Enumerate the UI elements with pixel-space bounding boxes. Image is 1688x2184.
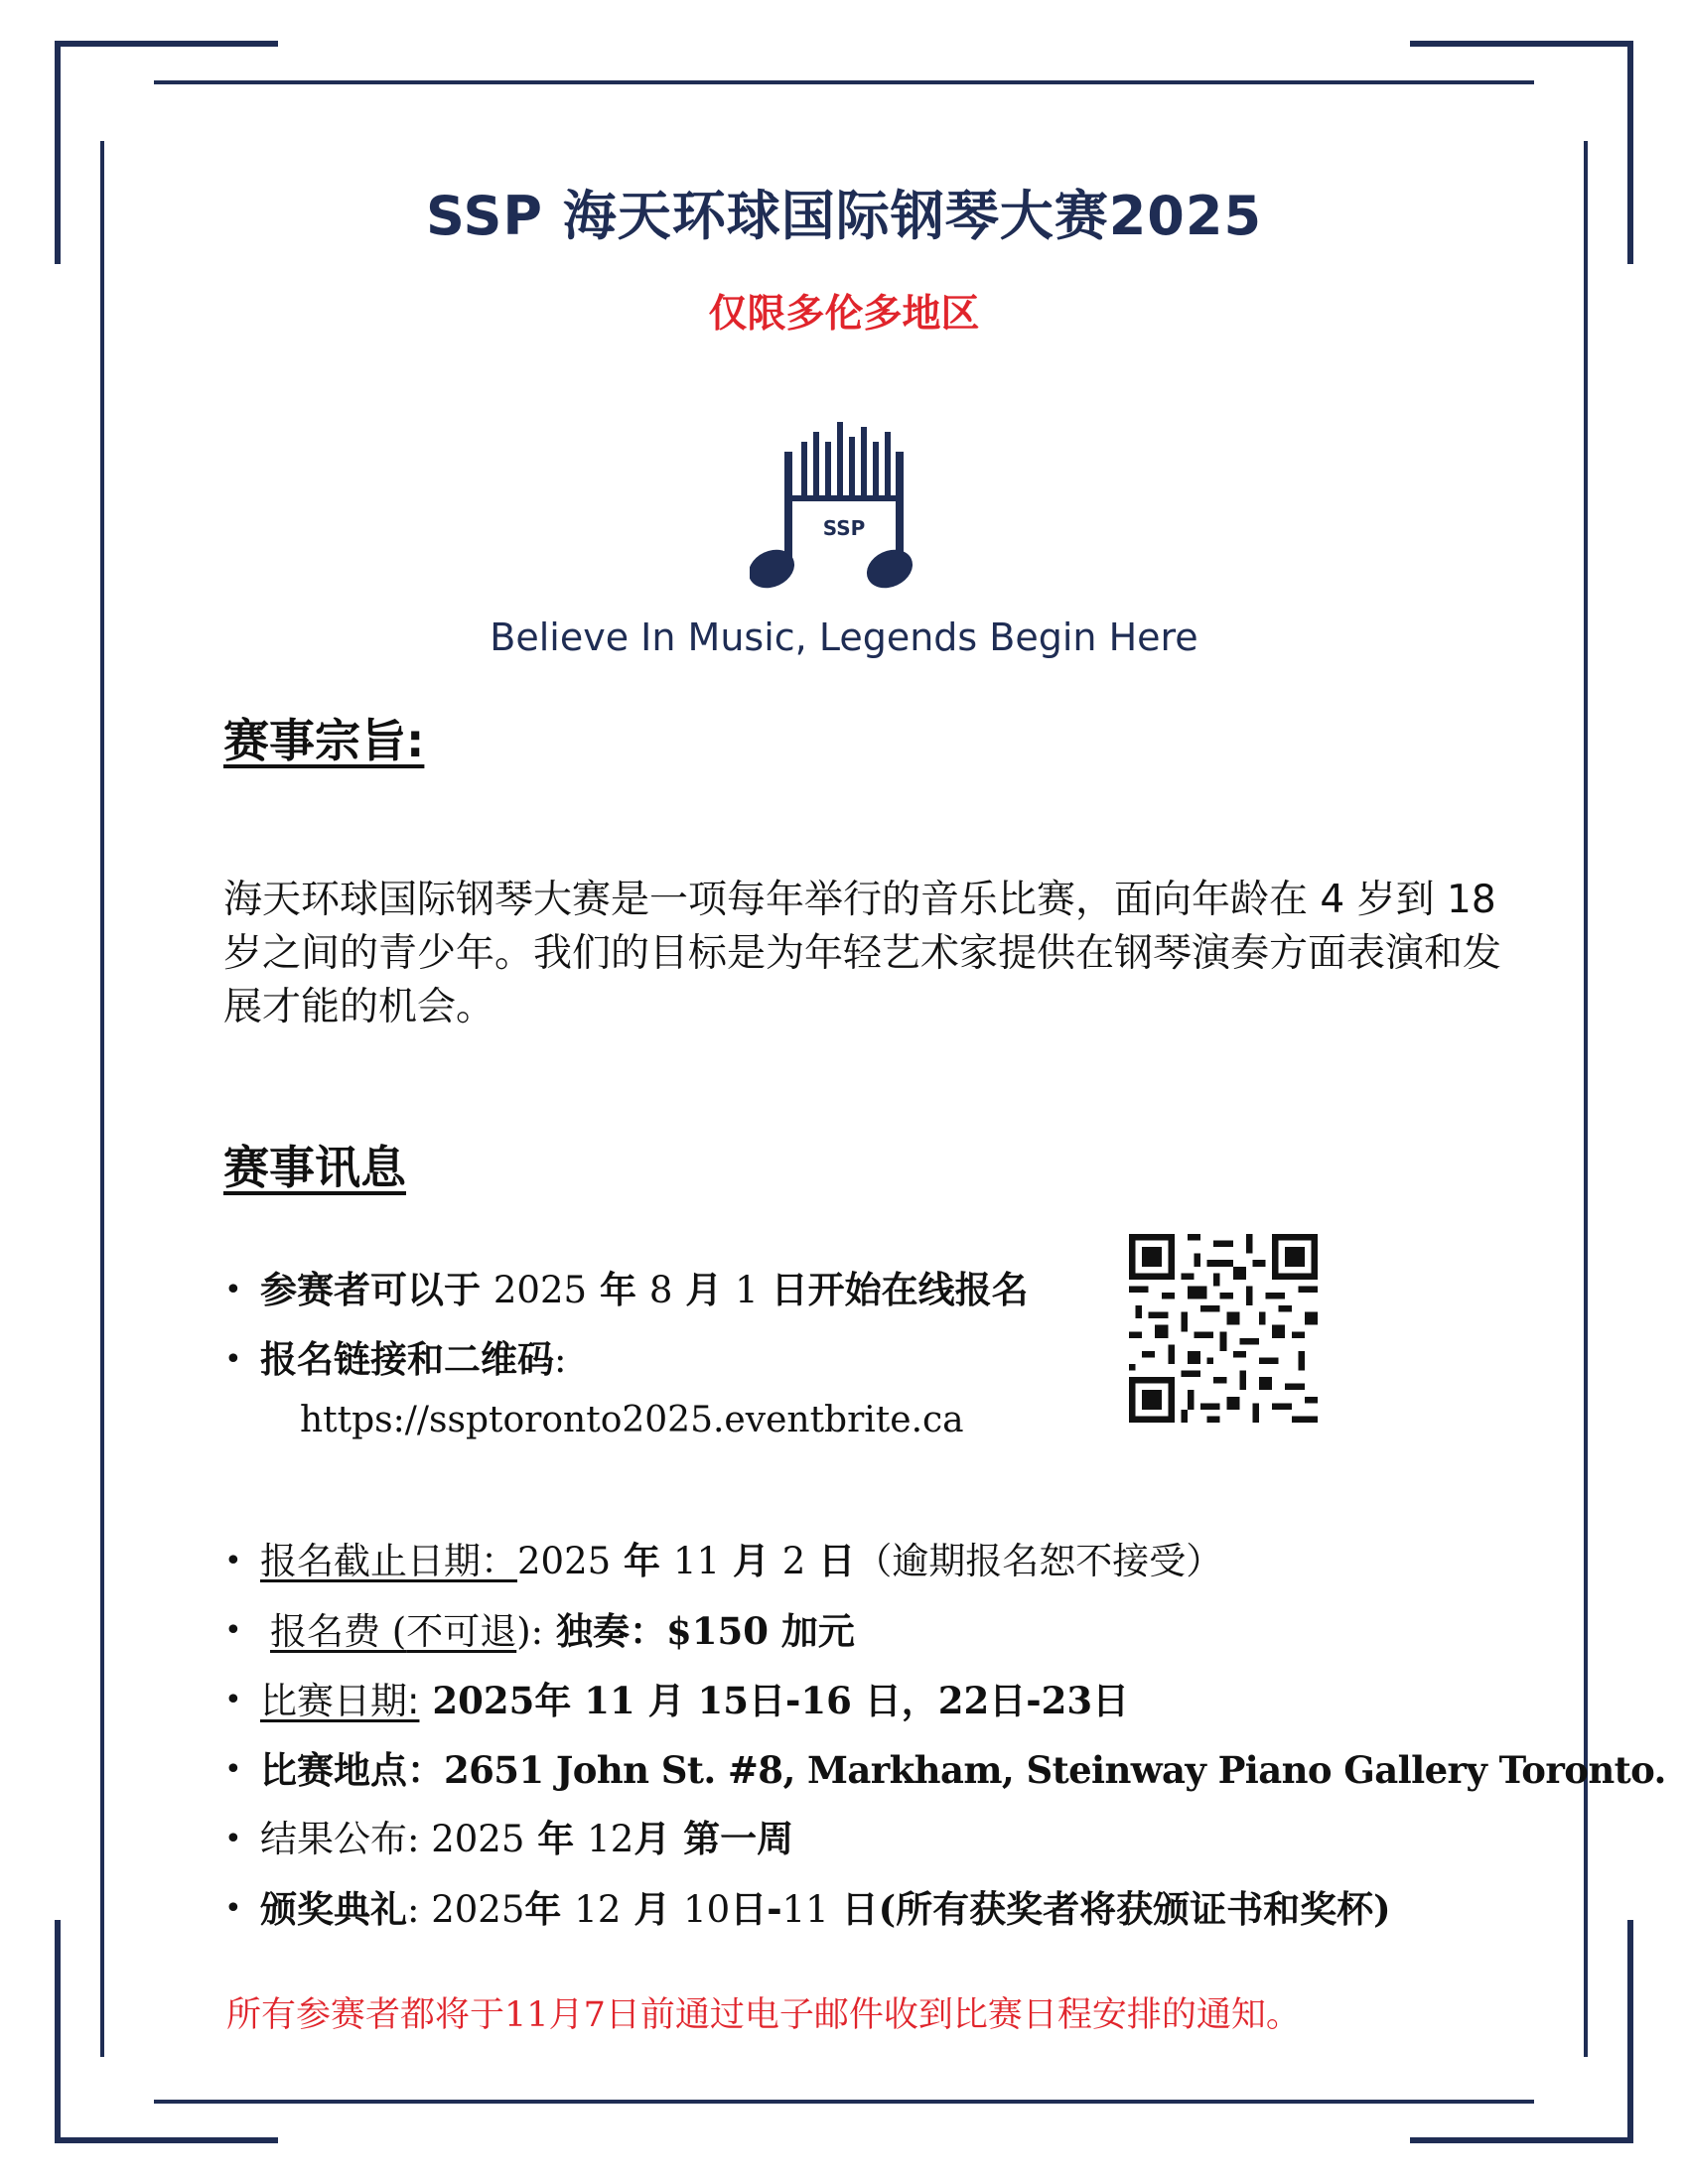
frame-bottom-right-h <box>1410 2137 1633 2143</box>
piano-keys-music-note-logo-icon <box>750 412 938 601</box>
tagline: Believe In Music, Legends Begin Here <box>490 615 1198 659</box>
list-item-deadline: • 报名截止日期：2025 年 11 月 2 日（逾期报名恕不接受） <box>260 1527 1666 1596</box>
frame-inner-left <box>100 141 104 2057</box>
schedule-notice: 所有参赛者都将于11月7日前通过电子邮件收到比赛日程安排的通知。 <box>226 1995 1301 2035</box>
frame-bottom-right-v <box>1627 1920 1633 2143</box>
list-item-award-ceremony: • 颁奖典礼: 2025年 12 月 10日-11 日(所有获奖者将获颁证书和奖杯) <box>260 1874 1666 1944</box>
list-item-competition-dates: • 比赛日期: 2025年 11 月 15日-16 日，22日-23日 <box>260 1666 1666 1735</box>
info-list-details <box>260 1527 1666 1944</box>
frame-bottom-left-h <box>55 2137 278 2143</box>
info-heading: 赛事讯息 <box>223 1141 406 1194</box>
list-item-location: • 比赛地点：2651 John St. #8, Markham, Steinway Piano Gallery Toronto. <box>260 1735 1666 1805</box>
registration-link[interactable]: https://ssptoronto2025.eventbrite.ca <box>300 1400 964 1440</box>
purpose-heading: 赛事宗旨: <box>223 714 425 767</box>
logo-text: SSP <box>822 516 866 540</box>
frame-inner-bottom <box>154 2100 1534 2104</box>
qr-code-icon[interactable] <box>1129 1234 1318 1423</box>
frame-bottom-left-v <box>55 1920 61 2143</box>
frame-inner-top <box>154 80 1534 84</box>
list-item-registration-link: • 报名链接和二维码: <box>260 1325 1029 1395</box>
region-subtitle: 仅限多伦多地区 <box>708 292 980 337</box>
frame-top-left-h <box>55 41 278 47</box>
frame-top-right-h <box>1410 41 1633 47</box>
list-item-fee: • 报名费 (不可退): 独奏：$150 加元 <box>260 1596 1666 1666</box>
list-item-results: • 结果公布: 2025 年 12月 第一周 <box>260 1805 1666 1874</box>
purpose-text: 海天环球国际钢琴大赛是一项每年举行的音乐比赛，面向年龄在 4 岁到 18 岁之间的青少年。我们的目标是为年轻艺术家提供在钢琴演奏方面表演和发展才能的机会。 <box>223 878 1502 1029</box>
page-title: SSP 海天环球国际钢琴大赛2025 <box>425 185 1263 247</box>
info-list-registration <box>260 1256 1029 1395</box>
list-item-online-registration: • 参赛者可以于 2025 年 8 月 1 日开始在线报名 <box>260 1256 1029 1325</box>
